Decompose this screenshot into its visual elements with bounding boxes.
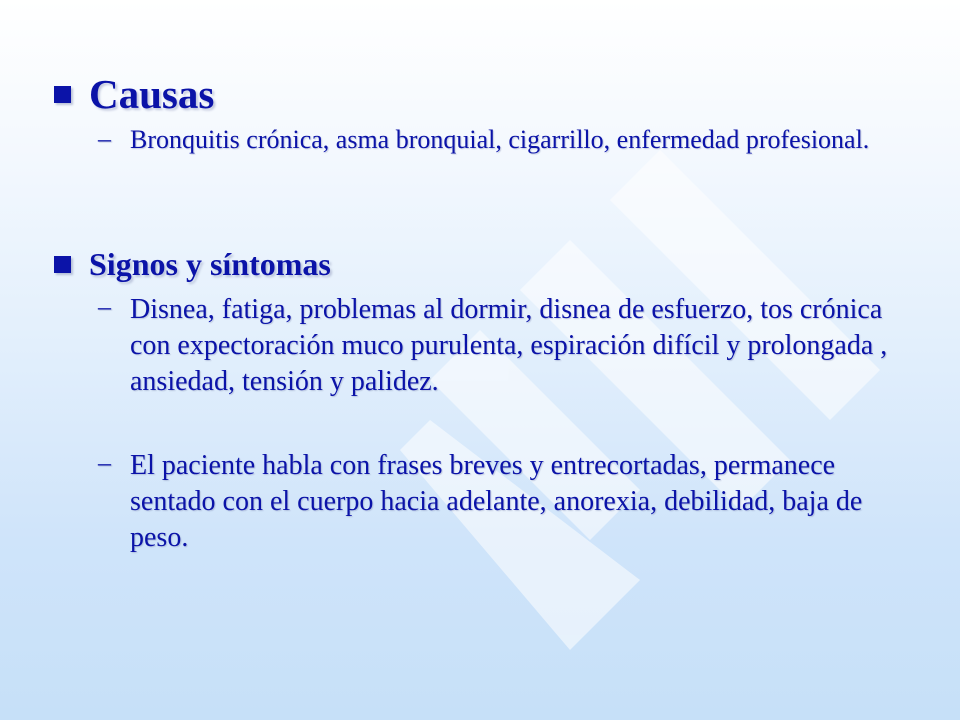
square-bullet-icon <box>54 86 71 103</box>
list-item <box>98 292 918 400</box>
dash-bullet: – <box>98 292 111 321</box>
list-item <box>98 448 878 556</box>
heading-signos: Signos y síntomas <box>89 246 331 282</box>
dash-bullet: – <box>98 448 111 477</box>
section-signos <box>54 246 331 283</box>
item-text: Bronquitis crónica, asma bronquial, cigarrillo, enfermedad profesional. <box>130 125 870 154</box>
item-text: El paciente habla con frases breves y entrecortadas, permanece sentado con el cuerpo hacia adelante, anorexia, debilidad, baja de peso. <box>130 450 863 553</box>
heading-causas: Causas <box>89 71 215 117</box>
section-causas <box>54 70 214 118</box>
dash-bullet: – <box>98 124 111 153</box>
square-bullet-icon <box>54 256 71 273</box>
item-text: Disnea, fatiga, problemas al dormir, disnea de esfuerzo, tos crónica con expectoración muco purulenta, espiración difícil y prolongada , ansiedad, tensión y palidez. <box>130 294 888 397</box>
list-item <box>98 124 898 156</box>
